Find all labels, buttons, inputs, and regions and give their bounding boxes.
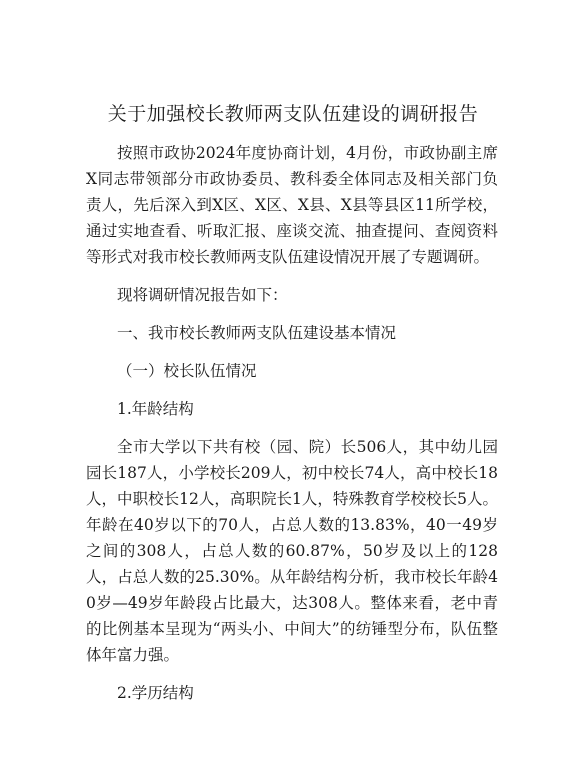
item-heading-age: 1.年龄结构 xyxy=(117,400,194,418)
intro-paragraph: 按照市政协2024年度协商计划，4月份，市政协副主席X同志带领部分市政协委员、教科委全体同志及相关部门负责人，先后深入到X区、X区、X县、X县等县区11所学校，通过实地查看、听取汇报、座谈交流、抽查提问、查阅资料等形式对我市校长教师两支队伍建设情况开展了专题调研。 xyxy=(86,144,498,266)
document-title: 关于加强校长教师两支队伍建设的调研报告 xyxy=(107,103,479,125)
subsection-heading: （一）校长队伍情况 xyxy=(117,362,257,380)
age-structure-paragraph: 全市大学以下共有校（园、院）长506人，其中幼儿园园长187人，小学校长209人，初中校长74人，高中校长18人，中职校长12人，高职院长1人，特殊教育学校校长5人。年龄在40岁以下的70人，占总人数的13.83%，40一49岁之间的308人，占总人数的60.87%，50岁及以上的128人，占总人数的25.30%。从年龄结构分析，我市校长年龄40岁—49岁年龄段占比最大，达308人。整体来看，老中青的比例基本呈现为“两头小、中间大”的纺锤型分布，队伍整体年富力强。 xyxy=(86,438,498,664)
item-heading-education: 2.学历结构 xyxy=(117,684,194,702)
report-intro: 现将调研情况报告如下： xyxy=(117,286,288,304)
section-heading: 一、我市校长教师两支队伍建设基本情况 xyxy=(117,324,397,342)
document-body xyxy=(86,140,498,706)
